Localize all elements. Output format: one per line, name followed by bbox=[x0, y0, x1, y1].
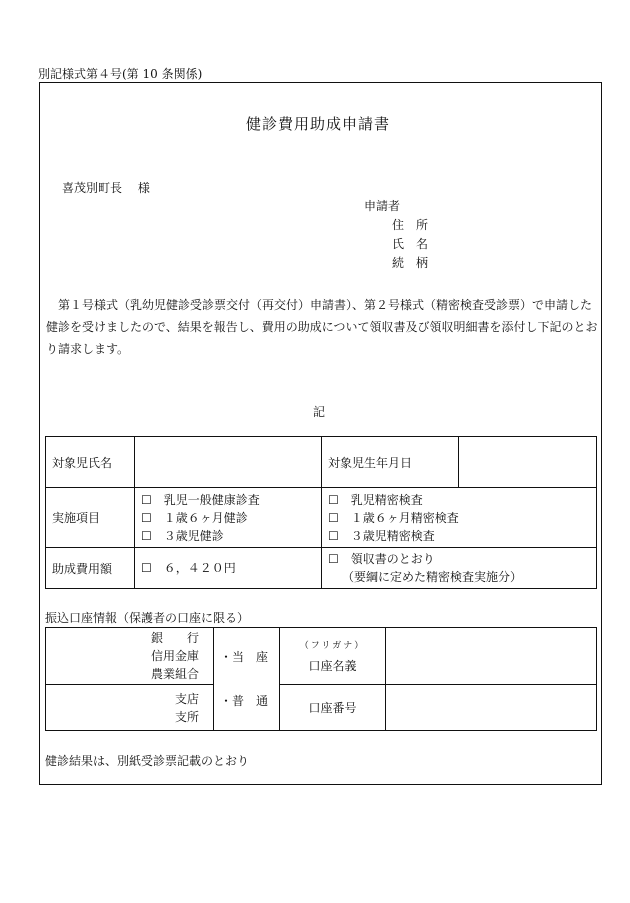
table-row bbox=[46, 628, 597, 685]
receipt-note: （要綱に定めた精密検査実施分） bbox=[342, 570, 523, 584]
amount-cell bbox=[135, 548, 322, 589]
checkbox-item[interactable]: ☐ 領収書のとおり bbox=[328, 552, 435, 566]
form-number-label: 別記様式第４号(第 10 条関係) bbox=[38, 67, 203, 81]
checkbox-icon[interactable]: ☐ bbox=[328, 492, 339, 507]
table-row bbox=[46, 437, 597, 488]
branch-type-cell: 支店 支所 bbox=[46, 685, 214, 731]
amount-label: 助成費用額 bbox=[46, 548, 135, 589]
account-name-cell[interactable] bbox=[386, 628, 597, 685]
account-name-label-cell bbox=[280, 628, 386, 685]
bank-type-cell: 銀 行 信用金庫 農業組合 bbox=[46, 628, 214, 685]
checkbox-icon[interactable]: ☐ bbox=[141, 561, 152, 575]
bank-heading: 振込口座情報（保護者の口座に限る） bbox=[45, 611, 250, 625]
checkbox-item[interactable]: ☐ ３歳児健診 bbox=[141, 528, 224, 543]
checkbox-icon[interactable]: ☐ bbox=[328, 510, 339, 525]
items-left-cell bbox=[135, 488, 322, 548]
applicant-address-label: 住 所 bbox=[392, 218, 429, 232]
account-type-ordinary[interactable]: ・普 通 bbox=[220, 694, 269, 708]
account-type-current[interactable]: ・当 座 bbox=[220, 650, 269, 664]
checkbox-icon[interactable]: ☐ bbox=[328, 528, 339, 543]
account-number-label: 口座番号 bbox=[280, 685, 386, 731]
ki-label: 記 bbox=[313, 405, 326, 419]
applicant-relation-label: 続 柄 bbox=[392, 256, 429, 270]
applicant-label: 申請者 bbox=[364, 199, 401, 213]
checkbox-icon[interactable]: ☐ bbox=[328, 552, 339, 566]
bank-table bbox=[45, 627, 597, 731]
checkbox-item[interactable]: ☐ １歳６ヶ月健診 bbox=[141, 510, 248, 525]
checkbox-icon[interactable]: ☐ bbox=[141, 492, 152, 507]
checkbox-icon[interactable]: ☐ bbox=[141, 510, 152, 525]
child-name-label: 対象児氏名 bbox=[46, 437, 135, 488]
checkbox-item[interactable]: ☐ ３歳児精密検査 bbox=[328, 528, 435, 543]
table-row bbox=[46, 488, 597, 548]
items-label: 実施項目 bbox=[46, 488, 135, 548]
receipt-cell bbox=[322, 548, 597, 589]
checkbox-item[interactable]: ☐ ６，４２０円 bbox=[141, 561, 236, 575]
furigana-label: （フリガナ） bbox=[299, 641, 366, 651]
applicant-name-label: 氏 名 bbox=[392, 237, 429, 251]
account-type-cell bbox=[214, 628, 280, 731]
checkbox-item[interactable]: ☐ １歳６ヶ月精密検査 bbox=[328, 510, 459, 525]
application-table bbox=[45, 436, 597, 589]
addressee: 喜茂別町長 様 bbox=[62, 181, 150, 195]
table-row bbox=[46, 685, 597, 731]
request-paragraph: 第１号様式（乳幼児健診受診票交付（再交付）申請書）、第２号様式（精密検査受診票）で申請した健診を受けましたので、結果を報告し、費用の助成について領収書及び領収明細書を添付し下記のとおり請求します。 bbox=[46, 298, 598, 356]
child-name-cell[interactable] bbox=[135, 437, 322, 488]
account-name-label: 口座名義 bbox=[308, 659, 357, 673]
child-birth-label: 対象児生年月日 bbox=[322, 437, 459, 488]
checkbox-item[interactable]: ☐ 乳児一般健康診査 bbox=[141, 492, 260, 507]
items-right-cell bbox=[322, 488, 597, 548]
account-number-cell[interactable] bbox=[386, 685, 597, 731]
table-row bbox=[46, 548, 597, 589]
checkbox-item[interactable]: ☐ 乳児精密検査 bbox=[328, 492, 423, 507]
child-birth-cell[interactable] bbox=[459, 437, 597, 488]
checkbox-icon[interactable]: ☐ bbox=[141, 528, 152, 543]
footer-note: 健診結果は、別紙受診票記載のとおり bbox=[45, 754, 250, 768]
page-title: 健診費用助成申請書 bbox=[246, 115, 391, 133]
